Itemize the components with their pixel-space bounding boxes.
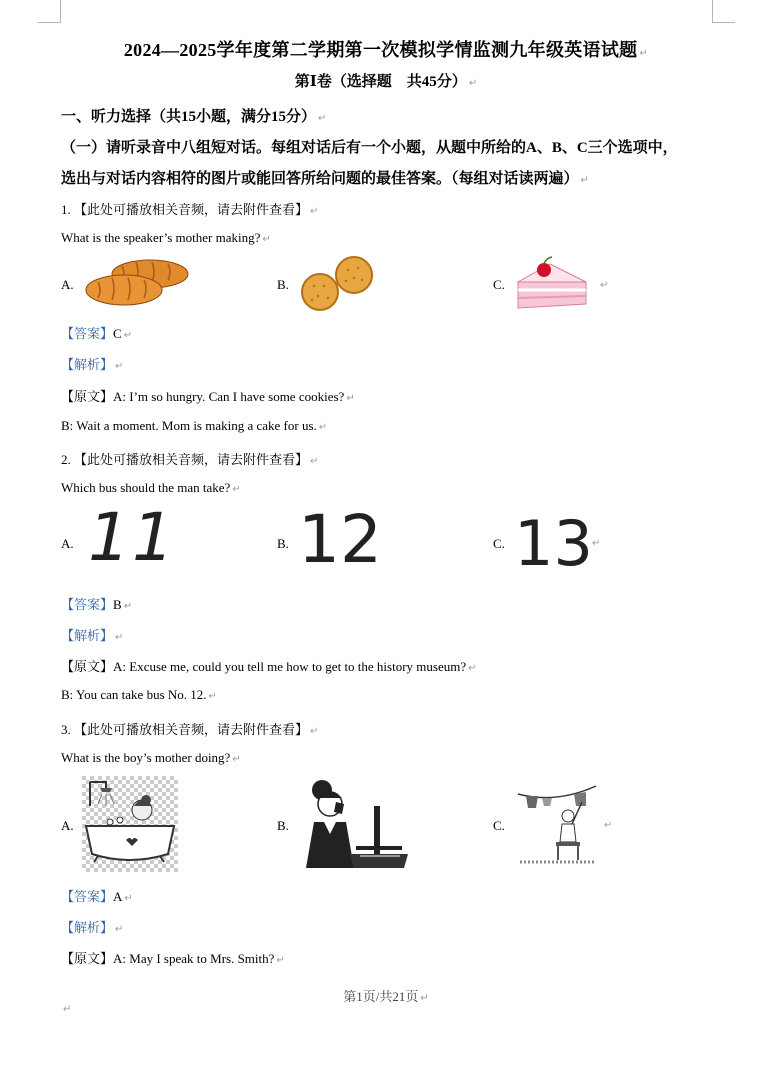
instruction-line-2: 选出与对话内容相符的图片或能回答所给问题的最佳答案。（每组对话读两遍） ↵ xyxy=(61,171,589,187)
question-3-header: 3. 【此处可播放相关音频，请去附件查看】 ↵ xyxy=(61,722,319,737)
bus-number-12: 12 xyxy=(298,501,382,578)
question-2-header: 2. 【此处可播放相关音频，请去附件查看】 ↵ xyxy=(61,452,319,467)
section-heading: 一、听力选择（共15小题，满分15分） ↵ xyxy=(61,109,327,125)
woman-on-phone-icon xyxy=(300,776,412,872)
question-1-text: What is the speaker’s mother making? ↵ xyxy=(61,230,271,245)
part-title: 第Ⅰ卷（选择题 共45分） ↵ xyxy=(294,74,478,90)
question-2-text: Which bus should the man take? ↵ xyxy=(61,480,241,495)
q3-analysis: 【解析】 ↵ xyxy=(61,920,124,935)
bread-loaves-icon xyxy=(80,254,192,312)
exam-title: 2024—2025学年度第二学期第一次模拟学情监测九年级英语试题 ↵ xyxy=(123,40,649,60)
return-mark: ↵ xyxy=(604,820,613,831)
question-3-text: What is the boy’s mother doing? ↵ xyxy=(61,750,241,765)
q3-answer: 【答案】A ↵ xyxy=(61,889,133,904)
q2-option-c-label: C. xyxy=(493,536,505,551)
q2-option-a-label: A. xyxy=(61,536,74,551)
return-mark: ↵ xyxy=(63,1004,72,1015)
q3-option-a-label: A. xyxy=(61,818,74,833)
q3-option-b-label: B. xyxy=(277,818,289,833)
q2-answer: 【答案】B ↵ xyxy=(61,597,133,612)
return-mark: ↵ xyxy=(600,280,609,291)
q2-transcript-line-2: B: You can take bus No. 12. ↵ xyxy=(61,687,217,702)
q3-option-c-label: C. xyxy=(493,818,505,833)
bus-number-11: 11 xyxy=(88,499,176,576)
q2-transcript-line-1: 【原文】A: Excuse me, could you tell me how to get to the history museum? ↵ xyxy=(61,659,477,674)
return-mark: ↵ xyxy=(592,538,601,549)
q1-option-b-label: B. xyxy=(277,277,289,292)
q2-option-b-label: B. xyxy=(277,536,289,551)
q1-transcript-line-1: 【原文】A: I’m so hungry. Can I have some cookies? ↵ xyxy=(61,389,355,404)
bus-number-13: 13 xyxy=(514,507,593,580)
q2-analysis: 【解析】 ↵ xyxy=(61,628,124,643)
q1-option-a-label: A. xyxy=(61,277,74,292)
cookies-icon xyxy=(298,256,376,312)
instruction-line-1: （一）请听录音中八组短对话。每组对话后有一个小题，从题中所给的A、B、C三个选项中， xyxy=(61,140,678,156)
crop-mark-top-right xyxy=(712,0,735,23)
crop-mark-top-left xyxy=(38,0,61,23)
page-footer: 第1页/共21页 ↵ xyxy=(343,989,429,1004)
woman-bathing-icon xyxy=(82,776,178,872)
q3-transcript-line-1: 【原文】A: May I speak to Mrs. Smith? ↵ xyxy=(61,951,285,966)
q1-transcript-line-2: B: Wait a moment. Mom is making a cake for us. ↵ xyxy=(61,418,328,433)
q1-analysis: 【解析】 ↵ xyxy=(61,357,124,372)
hanging-laundry-icon xyxy=(516,782,600,868)
q1-option-c-label: C. xyxy=(493,277,505,292)
question-1-header: 1. 【此处可播放相关音频，请去附件查看】 ↵ xyxy=(61,202,319,217)
q1-answer: 【答案】C ↵ xyxy=(61,326,133,341)
cake-slice-icon xyxy=(514,256,594,314)
